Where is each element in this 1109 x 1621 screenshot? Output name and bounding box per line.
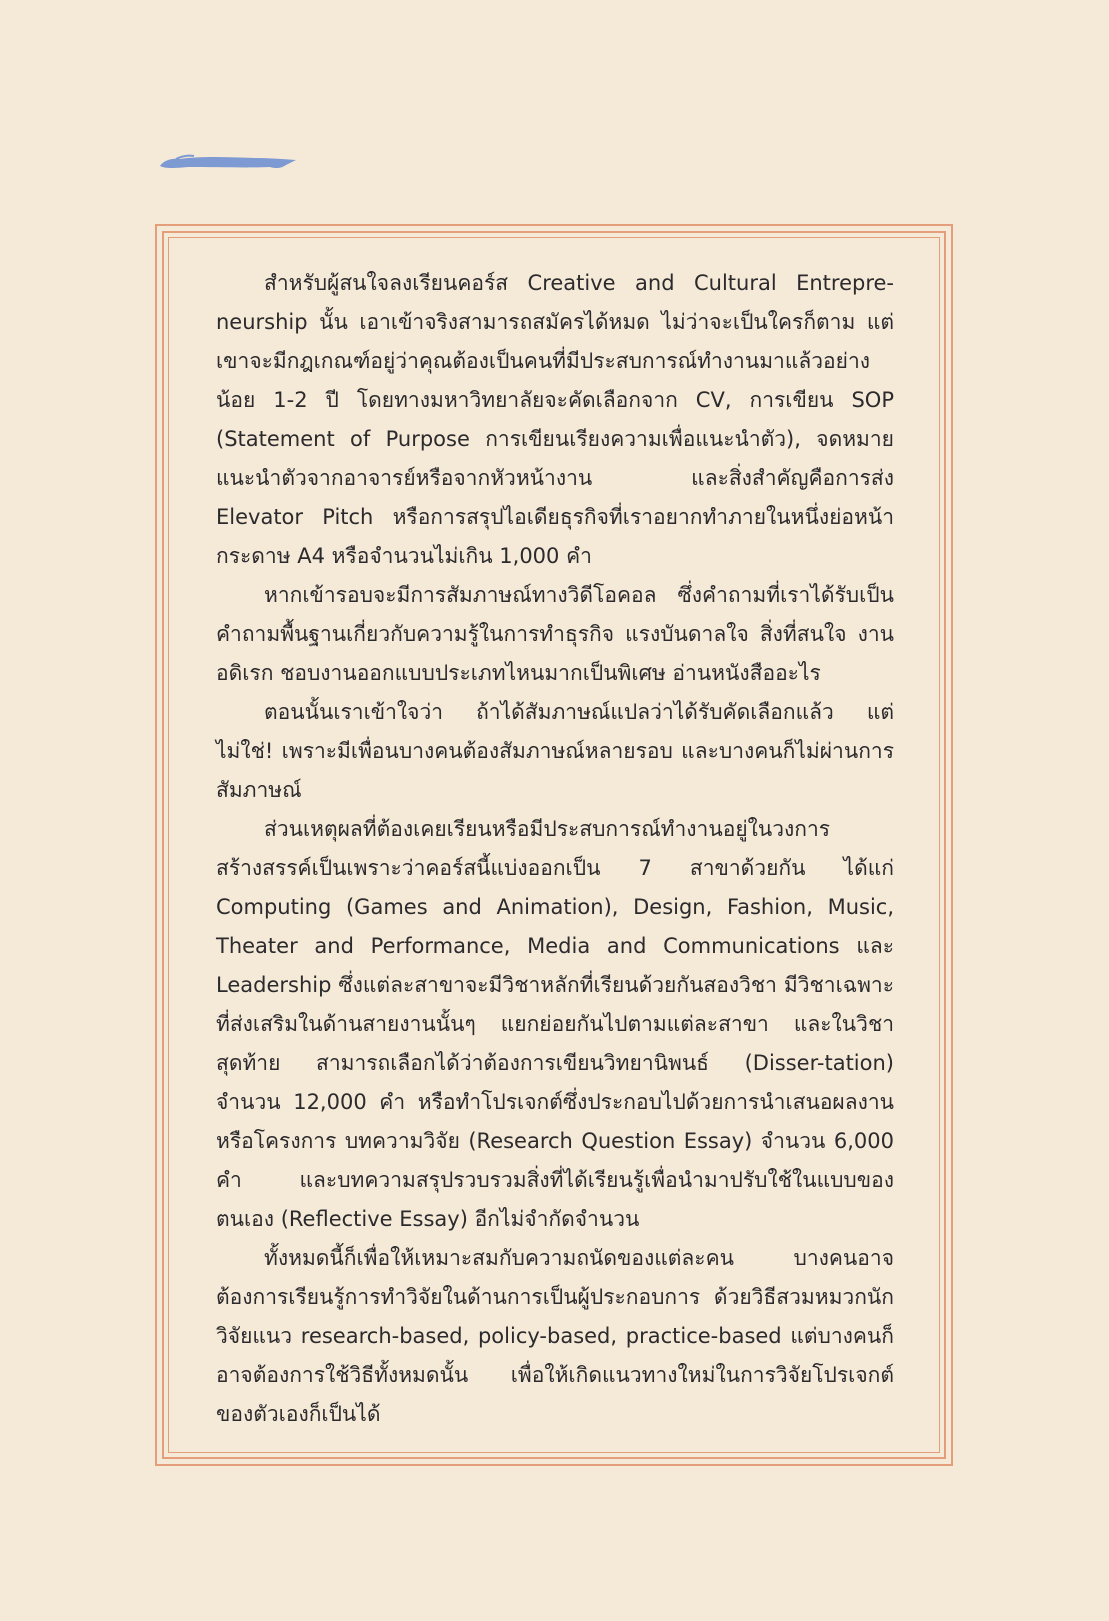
paragraph-5: ทั้งหมดนี้ก็เพื่อให้เหมาะสมกับความถนัดของแต่ละคน บางคนอาจต้องการเรียนรู้การทำวิจัยในด้านการเป็นผู้ประกอบการ ด้วยวิธีสวมหมวกนักวิจัยแนว research-based, policy-based, practice-based แต่บางคนก็อาจต้องการใช้วิธีทั้งหมดนั้น เพื่อให้เกิดแนวทางใหม่ในการวิจัยโปรเจกต์ของตัวเองก็เป็นได้: [216, 1246, 894, 1426]
paragraph-2: หากเข้ารอบจะมีการสัมภาษณ์ทางวิดีโอคอล ซึ่งคำถามที่เราได้รับเป็นคำถามพื้นฐานเกี่ยวกับความรู้ในการทำธุรกิจ แรงบันดาลใจ สิ่งที่สนใจ งานอดิเรก ชอบงานออกแบบประเภทไหนมากเป็นพิเศษ อ่านหนังสืออะไร: [216, 583, 894, 685]
paragraph-3: ตอนนั้นเราเข้าใจว่า ถ้าได้สัมภาษณ์แปลว่าได้รับคัดเลือกแล้ว แต่ไม่ใช่! เพราะมีเพื่อนบางคนต้องสัมภาษณ์หลายรอบ และบางคนก็ไม่ผ่านการสัมภาษณ์: [216, 700, 894, 802]
body-text: [216, 264, 894, 1434]
decorative-brush-stroke: [158, 152, 298, 174]
paragraph-1: สำหรับผู้สนใจลงเรียนคอร์ส Creative and Cultural Entrepre-neurship นั้น เอาเข้าจริงสามารถสมัครได้หมด ไม่ว่าจะเป็นใครก็ตาม แต่เขาจะมีกฎเกณฑ์อยู่ว่าคุณต้องเป็นคนที่มีประสบการณ์ทำงานมาแล้วอย่างน้อย 1-2 ปี โดยทางมหาวิทยาลัยจะคัดเลือกจาก CV, การเขียน SOP (Statement of Purpose การเขียนเรียงความเพื่อแนะนำตัว), จดหมายแนะนำตัวจากอาจารย์หรือจากหัวหน้างาน และสิ่งสำคัญคือการส่ง Elevator Pitch หรือการสรุปไอเดียธุรกิจที่เราอยากทำภายในหนึ่งย่อหน้ากระดาษ A4 หรือจำนวนไม่เกิน 1,000 คำ: [216, 271, 894, 568]
paragraph-4: ส่วนเหตุผลที่ต้องเคยเรียนหรือมีประสบการณ์ทำงานอยู่ในวงการสร้างสรรค์เป็นเพราะว่าคอร์สนี้แบ่งออกเป็น 7 สาขาด้วยกัน ได้แก่ Computing (Games and Animation), Design, Fashion, Music, Theater and Performance, Media and Communications และ Leadership ซึ่งแต่ละสาขาจะมีวิชาหลักที่เรียนด้วยกันสองวิชา มีวิชาเฉพาะที่ส่งเสริมในด้านสายงานนั้นๆ แยกย่อยกันไปตามแต่ละสาขา และในวิชาสุดท้าย สามารถเลือกได้ว่าต้องการเขียนวิทยานิพนธ์ (Disser-tation) จำนวน 12,000 คำ หรือทำโปรเจกต์ซึ่งประกอบไปด้วยการนำเสนอผลงานหรือโครงการ บทความวิจัย (Research Question Essay) จำนวน 6,000 คำ และบทความสรุปรวบรวมสิ่งที่ได้เรียนรู้เพื่อนำมาปรับใช้ในแบบของตนเอง (Reflective Essay) อีกไม่จำกัดจำนวน: [216, 817, 894, 1231]
